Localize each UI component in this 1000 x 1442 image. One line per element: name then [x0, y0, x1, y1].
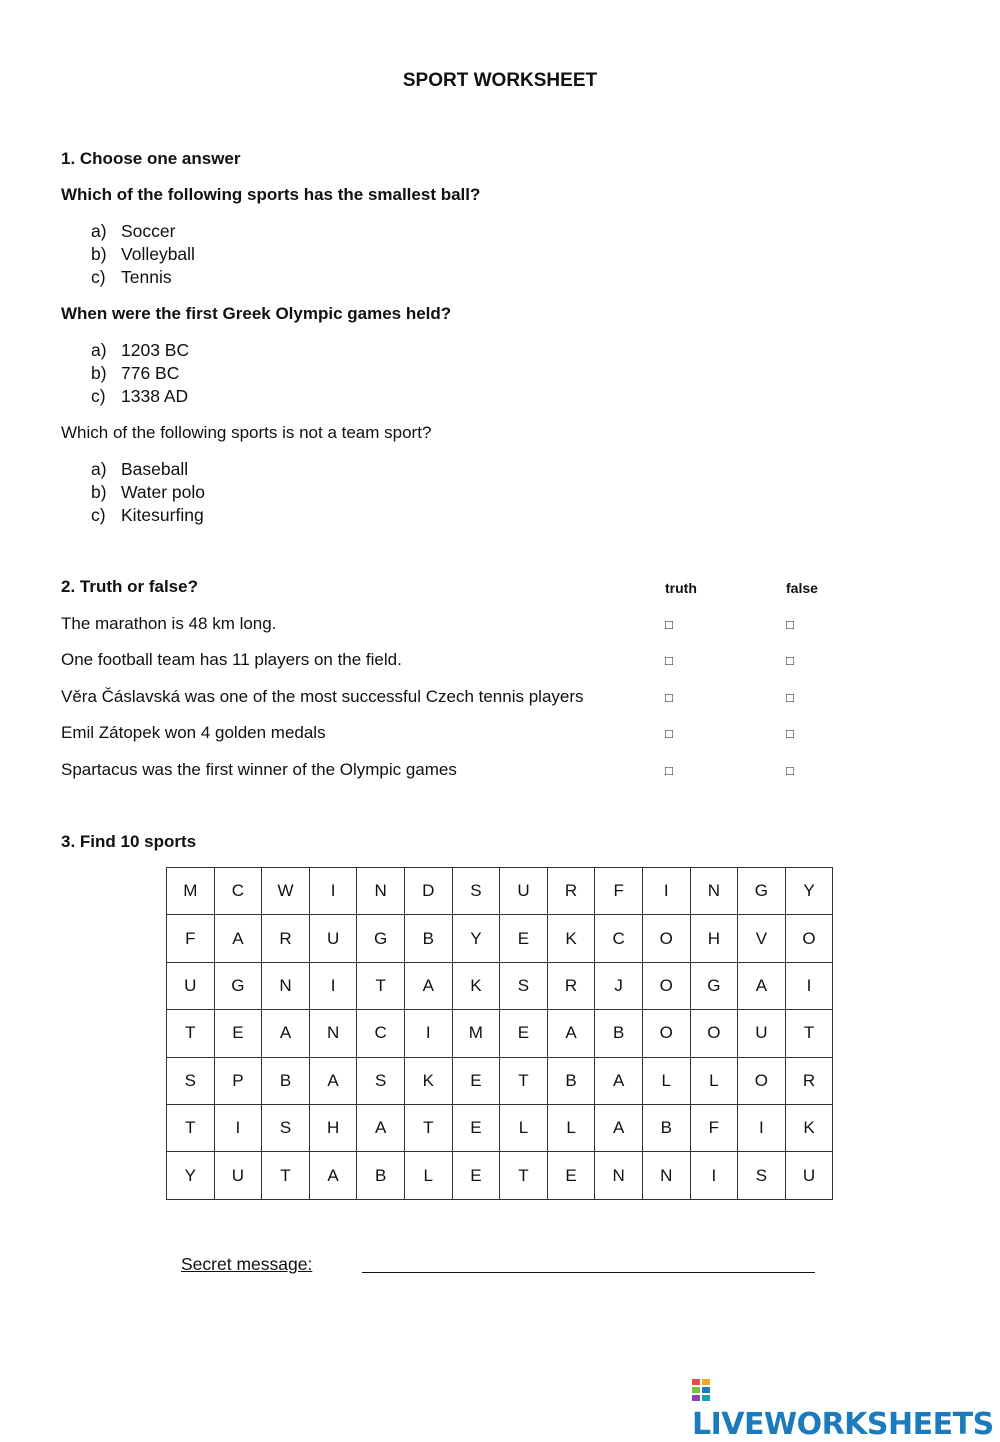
truth-checkbox-1[interactable]: □ [665, 617, 673, 632]
option-b: b) 776 BC [91, 363, 180, 383]
grid-cell[interactable]: L [500, 1104, 548, 1151]
liveworksheets-logo-text: LIVEWORKSHEETS [692, 1407, 994, 1442]
grid-cell[interactable]: O [642, 1010, 690, 1057]
grid-cell[interactable]: L [690, 1057, 738, 1104]
truth-column-header: truth [665, 580, 697, 596]
option-c: c) 1338 AD [91, 386, 189, 406]
statement-3: Věra Čáslavská was one of the most successful Czech tennis players [61, 687, 584, 706]
grid-cell[interactable]: A [309, 1152, 357, 1199]
grid-row [167, 915, 833, 962]
truth-checkbox-2[interactable]: □ [665, 653, 673, 668]
grid-cell[interactable]: K [785, 1104, 833, 1151]
grid-cell[interactable]: M [167, 868, 215, 915]
grid-cell[interactable]: K [404, 1057, 452, 1104]
grid-cell[interactable]: E [452, 1057, 500, 1104]
grid-cell[interactable]: I [738, 1104, 786, 1151]
grid-cell[interactable]: K [547, 915, 595, 962]
option-c: c) Kitesurfing [91, 505, 204, 525]
grid-cell[interactable]: R [547, 962, 595, 1009]
grid-cell[interactable]: J [595, 962, 643, 1009]
grid-row [167, 962, 833, 1009]
false-checkbox-3[interactable]: □ [786, 690, 794, 705]
false-checkbox-2[interactable]: □ [786, 653, 794, 668]
grid-cell[interactable]: G [690, 962, 738, 1009]
grid-cell[interactable]: R [785, 1057, 833, 1104]
grid-row [167, 1152, 833, 1199]
grid-cell[interactable]: D [404, 868, 452, 915]
grid-cell[interactable]: I [785, 962, 833, 1009]
grid-cell[interactable]: I [309, 868, 357, 915]
grid-cell[interactable]: C [357, 1010, 405, 1057]
grid-cell[interactable]: U [309, 915, 357, 962]
grid-cell[interactable]: O [642, 915, 690, 962]
grid-cell[interactable]: A [547, 1010, 595, 1057]
grid-cell[interactable]: M [452, 1010, 500, 1057]
grid-cell[interactable]: F [690, 1104, 738, 1151]
grid-cell[interactable]: S [357, 1057, 405, 1104]
grid-cell[interactable]: B [642, 1104, 690, 1151]
grid-cell[interactable]: T [785, 1010, 833, 1057]
option-b: b) Water polo [91, 482, 205, 502]
grid-cell[interactable]: H [309, 1104, 357, 1151]
option-a: a) Soccer [91, 221, 176, 241]
secret-message-label: Secret message: [181, 1254, 313, 1274]
grid-cell[interactable]: T [167, 1104, 215, 1151]
statement-1: The marathon is 48 km long. [61, 614, 277, 633]
grid-cell[interactable]: A [404, 962, 452, 1009]
grid-cell[interactable]: F [595, 868, 643, 915]
grid-cell[interactable]: S [262, 1104, 310, 1151]
grid-row [167, 1010, 833, 1057]
grid-cell[interactable]: E [452, 1152, 500, 1199]
question-1-options [61, 220, 195, 289]
grid-cell[interactable]: B [595, 1010, 643, 1057]
grid-row [167, 1104, 833, 1151]
grid-cell[interactable]: L [642, 1057, 690, 1104]
option-a: a) 1203 BC [91, 340, 190, 360]
grid-cell[interactable]: O [738, 1057, 786, 1104]
statement-5: Spartacus was the first winner of the Olympic games [61, 760, 457, 779]
grid-cell[interactable]: G [738, 868, 786, 915]
grid-cell[interactable]: E [500, 915, 548, 962]
grid-cell[interactable]: Y [785, 868, 833, 915]
grid-cell[interactable]: N [595, 1152, 643, 1199]
grid-cell[interactable]: P [214, 1057, 262, 1104]
grid-cell[interactable]: N [309, 1010, 357, 1057]
grid-cell[interactable]: K [452, 962, 500, 1009]
grid-cell[interactable]: S [167, 1057, 215, 1104]
statement-4: Emil Zátopek won 4 golden medals [61, 723, 326, 742]
grid-cell[interactable]: N [690, 868, 738, 915]
grid-cell[interactable]: T [167, 1010, 215, 1057]
grid-cell[interactable]: T [262, 1152, 310, 1199]
grid-cell[interactable]: L [404, 1152, 452, 1199]
grid-cell[interactable]: E [452, 1104, 500, 1151]
grid-cell[interactable]: O [642, 962, 690, 1009]
statement-2: One football team has 11 players on the field. [61, 650, 402, 669]
grid-cell[interactable]: A [357, 1104, 405, 1151]
grid-cell[interactable]: F [167, 915, 215, 962]
grid-cell[interactable]: U [500, 868, 548, 915]
grid-cell[interactable]: B [262, 1057, 310, 1104]
grid-cell[interactable]: T [404, 1104, 452, 1151]
grid-cell[interactable]: W [262, 868, 310, 915]
grid-cell[interactable]: S [500, 962, 548, 1009]
grid-cell[interactable]: Y [167, 1152, 215, 1199]
grid-cell[interactable]: O [785, 915, 833, 962]
grid-cell[interactable]: G [357, 915, 405, 962]
grid-cell[interactable]: A [595, 1104, 643, 1151]
false-checkbox-5[interactable]: □ [786, 763, 794, 778]
grid-cell[interactable]: T [500, 1152, 548, 1199]
grid-cell[interactable]: N [357, 868, 405, 915]
liveworksheets-logo-icon [692, 1374, 710, 1396]
grid-cell[interactable]: U [167, 962, 215, 1009]
grid-cell[interactable]: C [214, 868, 262, 915]
question-3-text: Which of the following sports is not a team sport? [61, 423, 432, 442]
grid-cell[interactable]: I [690, 1152, 738, 1199]
liveworksheets-logo [692, 1372, 1000, 1442]
grid-cell[interactable]: T [500, 1057, 548, 1104]
grid-cell[interactable]: H [690, 915, 738, 962]
grid-cell[interactable]: A [262, 1010, 310, 1057]
grid-cell[interactable]: T [357, 962, 405, 1009]
grid-cell[interactable]: S [738, 1152, 786, 1199]
truth-checkbox-3[interactable]: □ [665, 690, 673, 705]
grid-cell[interactable]: B [404, 915, 452, 962]
grid-cell[interactable]: G [214, 962, 262, 1009]
grid-cell[interactable]: R [547, 868, 595, 915]
grid-cell[interactable]: B [357, 1152, 405, 1199]
page-title: SPORT WORKSHEET [402, 70, 598, 91]
grid-cell[interactable]: I [404, 1010, 452, 1057]
grid-cell[interactable]: N [642, 1152, 690, 1199]
grid-cell[interactable]: U [738, 1010, 786, 1057]
truth-checkbox-5[interactable]: □ [665, 763, 673, 778]
section2-heading: 2. Truth or false? [61, 577, 198, 596]
section1-heading: 1. Choose one answer [61, 149, 241, 168]
section3-heading: 3. Find 10 sports [61, 832, 197, 851]
grid-row [167, 868, 833, 915]
false-column-header: false [786, 580, 818, 596]
grid-row [167, 1057, 833, 1104]
grid-cell[interactable]: B [547, 1057, 595, 1104]
grid-cell[interactable]: N [262, 962, 310, 1009]
grid-cell[interactable]: L [547, 1104, 595, 1151]
grid-cell[interactable]: R [262, 915, 310, 962]
grid-cell[interactable]: I [214, 1104, 262, 1151]
secret-message-answer-line[interactable] [362, 1271, 815, 1273]
grid-cell[interactable]: A [309, 1057, 357, 1104]
grid-cell[interactable]: V [738, 915, 786, 962]
question-2-options [61, 339, 189, 408]
word-search-grid [166, 867, 833, 1200]
false-checkbox-4[interactable]: □ [786, 726, 794, 741]
grid-cell[interactable]: I [642, 868, 690, 915]
grid-cell[interactable]: U [214, 1152, 262, 1199]
grid-cell[interactable]: A [738, 962, 786, 1009]
grid-cell[interactable]: E [547, 1152, 595, 1199]
question-3-options [61, 458, 205, 527]
grid-cell[interactable]: S [452, 868, 500, 915]
grid-cell[interactable]: U [785, 1152, 833, 1199]
grid-cell[interactable]: Y [452, 915, 500, 962]
grid-cell[interactable]: A [214, 915, 262, 962]
option-b: b) Volleyball [91, 244, 195, 264]
grid-cell[interactable]: E [500, 1010, 548, 1057]
truth-checkbox-4[interactable]: □ [665, 726, 673, 741]
false-checkbox-1[interactable]: □ [786, 617, 794, 632]
grid-cell[interactable]: I [309, 962, 357, 1009]
question-2-text: When were the first Greek Olympic games held? [61, 304, 452, 323]
grid-cell[interactable]: A [595, 1057, 643, 1104]
grid-cell[interactable]: E [214, 1010, 262, 1057]
grid-cell[interactable]: C [595, 915, 643, 962]
option-c: c) Tennis [91, 267, 172, 287]
option-a: a) Baseball [91, 459, 189, 479]
grid-cell[interactable]: O [690, 1010, 738, 1057]
question-1-text: Which of the following sports has the smallest ball? [61, 185, 481, 204]
